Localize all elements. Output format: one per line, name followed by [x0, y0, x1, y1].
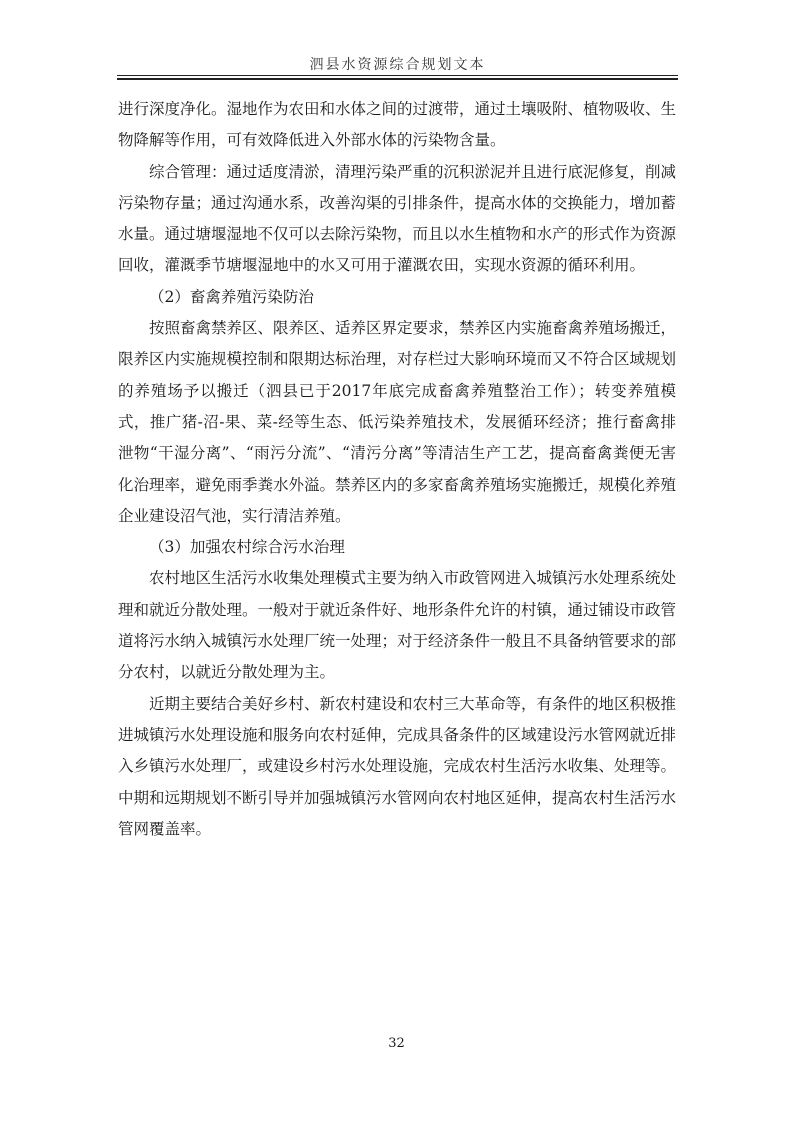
paragraph-rural-sewage-modes: 农村地区生活污水收集处理模式主要为纳入市政管网进入城镇污水处理系统处理和就近分散处理。一般对于就近条件好、地形条件允许的村镇，通过铺设市政管道将污水纳入城镇污水处理厂统一处理；对于经济条件一般且不具备纳管要求的部分农村，以就近分散处理为主。 [118, 569, 677, 682]
section-heading-livestock: （2）畜禽养殖污染防治 [149, 287, 314, 306]
paragraph-wetland-continuation: 进行深度净化。湿地作为农田和水体之间的过渡带，通过土壤吸附、植物吸收、生物降解等作用，可有效降低进入外部水体的污染物含量。 [118, 100, 677, 150]
section-heading-rural-sewage: （3）加强农村综合污水治理 [149, 538, 345, 557]
header-rule-thick [117, 78, 678, 80]
page-number: 32 [388, 1036, 405, 1051]
paragraph-integrated-management: 综合管理：通过适度清淤，清理污染严重的沉积淤泥并且进行底泥修复，削减污染物存量；通过沟通水系，改善沟渠的引排条件，提高水体的交换能力，增加蓄水量。通过塘堰湿地不仅可以去除污染物，而且以水生植物和水产的形式作为资源回收，灌溉季节塘堰湿地中的水又可用于灌溉农田，实现水资源的循环利用。 [118, 162, 677, 275]
running-header-title: 泗县水资源综合规划文本 [309, 57, 486, 73]
header-rule-thin [117, 75, 678, 76]
paragraph-rural-sewage-plan: 近期主要结合美好乡村、新农村建设和农村三大革命等，有条件的地区积极推进城镇污水处理设施和服务向农村延伸，完成具备条件的区域建设污水管网就近排入乡镇污水处理厂，或建设乡村污水处理设施，完成农村生活污水收集、处理等。中期和远期规划不断引导并加强城镇污水管网向农村地区延伸，提高农村生活污水管网覆盖率。 [118, 694, 677, 838]
paragraph-livestock-control: 按照畜禽禁养区、限养区、适养区界定要求，禁养区内实施畜禽养殖场搬迁，限养区内实施规模控制和限期达标治理，对存栏过大影响环境而又不符合区域规划的养殖场予以搬迁（泗县已于2017年底完成畜禽养殖整治工作）；转变养殖模式，推广猪-沼-果、菜-经等生态、低污染养殖技术，发展循环经济；推行畜禽排泄物“干湿分离”、“雨污分流”、“清污分离”等清洁生产工艺，提高畜禽粪便无害化治理率，避免雨季粪水外溢。禁养区内的多家畜禽养殖场实施搬迁，规模化养殖企业建设沼气池，实行清洁养殖。 [118, 319, 677, 525]
page-body [118, 94, 676, 845]
